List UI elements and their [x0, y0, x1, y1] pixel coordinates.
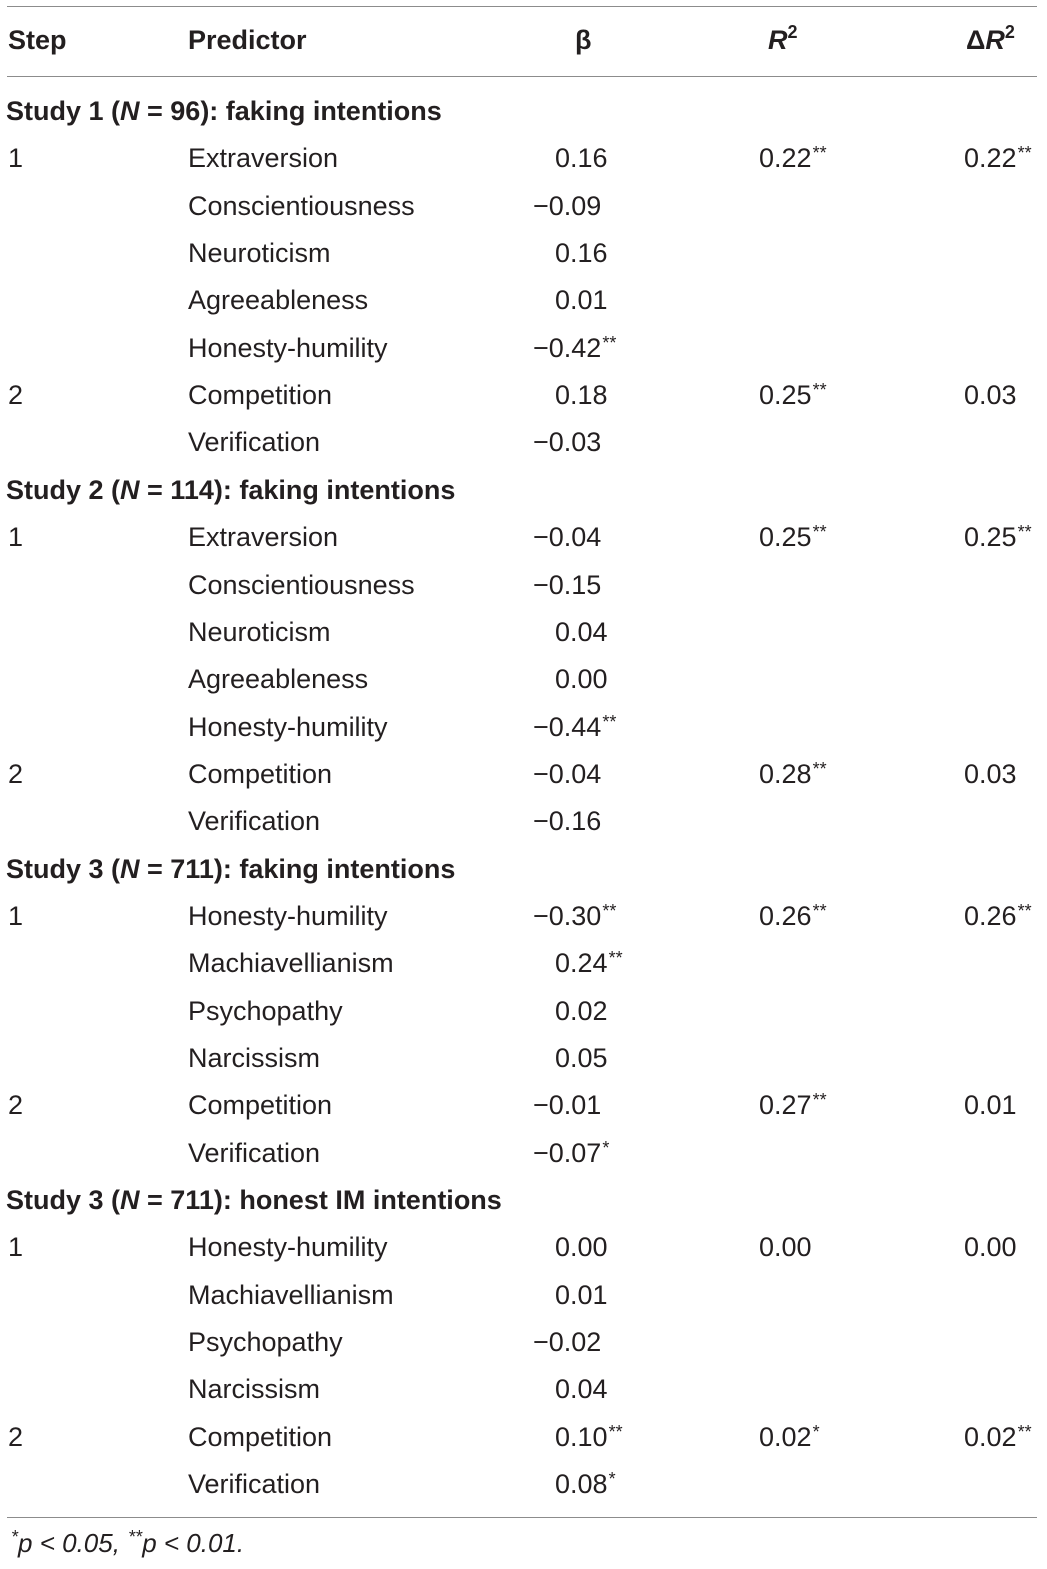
delta-r2-value: 0.02 — [964, 1421, 1017, 1452]
delta-r2-cell — [964, 1272, 1044, 1319]
beta-cell — [533, 325, 673, 372]
beta-significance: ** — [602, 900, 617, 921]
delta-r2-cell — [964, 1130, 1044, 1177]
footnote-sig1-mark: * — [11, 1527, 19, 1547]
delta-r2-value: 0.03 — [964, 758, 1017, 789]
beta-value: 0.08 — [555, 1469, 608, 1500]
beta-value: −0.42 — [533, 332, 602, 363]
beta-value: 0.00 — [555, 1232, 608, 1263]
delta-r2-cell — [964, 514, 1044, 561]
delta-r2-cell — [964, 372, 1044, 419]
delta-r2-value: 0.25 — [964, 522, 1017, 553]
section-title — [6, 467, 455, 514]
r2-cell — [759, 609, 899, 656]
predictor-cell: Neuroticism — [188, 616, 331, 647]
footnote-sig2-text: p < 0.01. — [142, 1528, 245, 1558]
footnote-sig1-text: p < 0.05, — [18, 1528, 128, 1558]
table-row — [0, 1461, 1047, 1508]
r2-cell — [759, 893, 899, 940]
predictor-cell: Honesty-humility — [188, 900, 388, 931]
beta-significance: ** — [602, 332, 617, 353]
beta-cell — [533, 1082, 673, 1129]
table-row — [0, 1130, 1047, 1177]
delta-r2-significance: ** — [1017, 143, 1032, 164]
beta-value: −0.07 — [533, 1137, 602, 1168]
r2-cell — [759, 988, 899, 1035]
predictor-cell: Conscientiousness — [188, 190, 415, 221]
r2-value: 0.25 — [759, 522, 812, 553]
header-delta-r2-superscript: 2 — [1004, 22, 1015, 42]
beta-value: 0.05 — [555, 1043, 608, 1073]
r2-significance: ** — [812, 900, 827, 921]
section-title-prefix: Study 2 ( — [6, 474, 121, 505]
r2-significance: ** — [812, 758, 827, 779]
delta-r2-cell — [964, 1082, 1044, 1129]
beta-value: −0.15 — [533, 569, 602, 600]
predictor-cell: Narcissism — [188, 1374, 320, 1405]
beta-value: 0.01 — [555, 1279, 608, 1310]
delta-r2-cell — [964, 1461, 1044, 1508]
bottom-rule — [7, 1517, 1037, 1518]
r2-significance: ** — [812, 1090, 827, 1111]
delta-r2-significance: ** — [1017, 522, 1032, 543]
beta-value: 0.04 — [555, 1374, 608, 1405]
predictor-cell: Honesty-humility — [188, 711, 388, 742]
section-title-suffix: = 711): honest IM intentions — [139, 1185, 502, 1216]
beta-cell — [533, 183, 673, 230]
beta-cell — [533, 277, 695, 324]
predictor-cell: Verification — [188, 806, 321, 837]
delta-r2-cell — [964, 1414, 1044, 1461]
table-row — [0, 419, 1047, 466]
beta-cell — [533, 372, 695, 419]
table-row — [0, 988, 1047, 1035]
section-title-prefix: Study 3 ( — [6, 1185, 121, 1216]
table-row — [0, 704, 1047, 751]
beta-value: 0.01 — [555, 285, 608, 316]
section-title — [6, 88, 442, 135]
step-cell: 2 — [8, 758, 24, 789]
predictor-cell: Extraversion — [188, 143, 339, 174]
beta-significance: ** — [608, 1421, 623, 1442]
table-row — [0, 1319, 1047, 1366]
delta-r2-cell — [964, 419, 1044, 466]
section-title-n: N — [120, 96, 140, 126]
r2-cell — [759, 183, 899, 230]
predictor-cell: Machiavellianism — [188, 948, 394, 979]
r2-cell — [759, 1224, 899, 1271]
r2-cell — [759, 372, 899, 419]
beta-cell — [533, 609, 695, 656]
table-row — [0, 1224, 1047, 1271]
table-row — [0, 751, 1047, 798]
beta-cell — [533, 135, 695, 182]
beta-value: 0.24 — [555, 948, 608, 979]
table-row — [0, 514, 1047, 561]
delta-r2-significance: ** — [1017, 900, 1032, 921]
r2-significance: * — [812, 1421, 820, 1442]
r2-cell — [759, 1272, 899, 1319]
delta-r2-value: 0.01 — [964, 1090, 1017, 1121]
beta-cell — [533, 893, 673, 940]
section-heading — [0, 88, 1047, 135]
beta-significance: * — [602, 1137, 610, 1158]
table-row — [0, 230, 1047, 277]
step-cell: 1 — [8, 900, 24, 931]
beta-cell — [533, 1272, 695, 1319]
predictor-cell: Verification — [188, 427, 321, 458]
r2-cell — [759, 1461, 899, 1508]
section-title-n: N — [120, 474, 140, 505]
beta-cell — [533, 562, 673, 609]
beta-value: 0.16 — [555, 238, 608, 269]
delta-r2-cell — [964, 609, 1044, 656]
beta-value: 0.10 — [555, 1421, 608, 1452]
delta-r2-cell — [964, 183, 1044, 230]
predictor-cell: Verification — [188, 1469, 321, 1500]
r2-cell — [759, 751, 899, 798]
beta-cell — [533, 940, 695, 987]
predictor-cell: Agreeableness — [188, 285, 369, 316]
delta-r2-cell — [964, 656, 1044, 703]
beta-cell — [533, 419, 673, 466]
step-cell: 1 — [8, 143, 24, 174]
beta-cell — [533, 988, 695, 1035]
section-title-n: N — [120, 853, 140, 884]
r2-cell — [759, 277, 899, 324]
predictor-cell: Psychopathy — [188, 995, 343, 1026]
step-cell: 2 — [8, 380, 24, 411]
delta-r2-value: 0.26 — [964, 900, 1017, 931]
section-heading — [0, 846, 1047, 893]
delta-r2-cell — [964, 1224, 1044, 1271]
beta-value: −0.16 — [533, 806, 602, 837]
header-row — [0, 17, 1047, 64]
r2-cell — [759, 656, 899, 703]
beta-value: −0.09 — [533, 190, 602, 221]
table-row — [0, 656, 1047, 703]
r2-significance: ** — [812, 522, 827, 543]
predictor-cell: Psychopathy — [188, 1327, 343, 1358]
footnote-sig2-mark: ** — [128, 1527, 143, 1547]
beta-cell — [533, 1224, 695, 1271]
header-step: Step — [8, 25, 67, 55]
delta-r2-cell — [964, 230, 1044, 277]
r2-value: 0.27 — [759, 1090, 812, 1121]
footnote — [10, 1528, 244, 1559]
delta-r2-cell — [964, 1366, 1044, 1413]
predictor-cell: Neuroticism — [188, 238, 331, 269]
delta-r2-significance: ** — [1017, 1421, 1032, 1442]
beta-cell — [533, 1461, 695, 1508]
beta-value: −0.04 — [533, 522, 602, 553]
header-r2-symbol: R — [768, 25, 788, 55]
step-cell: 2 — [8, 1421, 24, 1452]
delta-r2-cell — [964, 751, 1044, 798]
beta-significance: ** — [608, 948, 623, 969]
table-row — [0, 135, 1047, 182]
predictor-cell: Honesty-humility — [188, 1232, 388, 1263]
delta-r2-cell — [964, 1035, 1044, 1082]
table-row — [0, 1366, 1047, 1413]
r2-cell — [759, 704, 899, 751]
r2-cell — [759, 325, 899, 372]
r2-cell — [759, 514, 899, 561]
beta-value: −0.30 — [533, 900, 602, 931]
predictor-cell: Narcissism — [188, 1043, 320, 1073]
header-rule — [7, 76, 1037, 77]
delta-r2-cell — [964, 798, 1044, 845]
section-title-prefix: Study 3 ( — [6, 853, 121, 884]
predictor-cell: Competition — [188, 380, 333, 411]
predictor-cell: Agreeableness — [188, 664, 369, 695]
section-title — [6, 846, 455, 893]
section-heading — [0, 1177, 1047, 1224]
table-row — [0, 609, 1047, 656]
beta-value: 0.00 — [555, 664, 608, 695]
beta-cell — [533, 1319, 673, 1366]
section-title-suffix: = 96): faking intentions — [139, 96, 442, 126]
r2-cell — [759, 1035, 899, 1082]
table-row — [0, 562, 1047, 609]
beta-cell — [533, 704, 673, 751]
r2-cell — [759, 562, 899, 609]
r2-cell — [759, 1130, 899, 1177]
r2-cell — [759, 1414, 899, 1461]
r2-significance: ** — [812, 380, 827, 401]
predictor-cell: Machiavellianism — [188, 1279, 394, 1310]
beta-cell — [533, 751, 673, 798]
header-delta-r2-symbol: R — [985, 25, 1005, 55]
section-title-n: N — [120, 1185, 140, 1216]
header-predictor: Predictor — [188, 25, 307, 55]
section-heading — [0, 467, 1047, 514]
table-row — [0, 940, 1047, 987]
r2-significance: ** — [812, 143, 827, 164]
beta-cell — [533, 1130, 673, 1177]
r2-value: 0.02 — [759, 1421, 812, 1452]
delta-r2-cell — [964, 704, 1044, 751]
r2-cell — [759, 1366, 899, 1413]
delta-r2-cell — [964, 1319, 1044, 1366]
header-delta-r2 — [966, 17, 1046, 64]
r2-cell — [759, 798, 899, 845]
table-row — [0, 1414, 1047, 1461]
header-r2 — [768, 17, 908, 64]
delta-r2-cell — [964, 562, 1044, 609]
r2-value: 0.26 — [759, 900, 812, 931]
r2-value: 0.25 — [759, 380, 812, 411]
delta-r2-cell — [964, 135, 1044, 182]
beta-cell — [533, 798, 673, 845]
beta-cell — [533, 514, 673, 561]
step-cell: 1 — [8, 1232, 24, 1263]
table-row — [0, 1272, 1047, 1319]
beta-value: −0.03 — [533, 427, 602, 458]
beta-cell — [533, 1035, 695, 1082]
top-rule — [7, 6, 1037, 7]
delta-r2-value: 0.22 — [964, 143, 1017, 174]
delta-r2-value: 0.00 — [964, 1232, 1017, 1263]
section-title-prefix: Study 1 ( — [6, 96, 121, 126]
delta-r2-cell — [964, 325, 1044, 372]
predictor-cell: Competition — [188, 1421, 333, 1452]
header-beta: β — [575, 25, 592, 55]
table-row — [0, 372, 1047, 419]
r2-cell — [759, 419, 899, 466]
header-r2-superscript: 2 — [787, 22, 798, 42]
beta-value: −0.44 — [533, 711, 602, 742]
delta-r2-cell — [964, 277, 1044, 324]
table-row — [0, 1082, 1047, 1129]
r2-cell — [759, 1319, 899, 1366]
delta-r2-cell — [964, 988, 1044, 1035]
header-delta-symbol: Δ — [966, 25, 986, 55]
delta-r2-cell — [964, 893, 1044, 940]
beta-value: −0.04 — [533, 758, 602, 789]
step-cell: 1 — [8, 522, 24, 553]
table-row — [0, 277, 1047, 324]
table-row — [0, 183, 1047, 230]
predictor-cell: Competition — [188, 758, 333, 789]
predictor-cell: Extraversion — [188, 522, 339, 553]
predictor-cell: Honesty-humility — [188, 332, 388, 363]
delta-r2-value: 0.03 — [964, 380, 1017, 411]
beta-cell — [533, 1366, 695, 1413]
section-title-suffix: = 711): faking intentions — [139, 853, 456, 884]
predictor-cell: Verification — [188, 1137, 321, 1168]
table-row — [0, 798, 1047, 845]
predictor-cell: Competition — [188, 1090, 333, 1121]
r2-cell — [759, 230, 899, 277]
predictor-cell: Conscientiousness — [188, 569, 415, 600]
beta-value: 0.04 — [555, 616, 608, 647]
step-cell: 2 — [8, 1090, 24, 1121]
r2-cell — [759, 135, 899, 182]
r2-value: 0.28 — [759, 758, 812, 789]
r2-cell — [759, 1082, 899, 1129]
table-row — [0, 893, 1047, 940]
table-row — [0, 1035, 1047, 1082]
beta-value: 0.16 — [555, 143, 608, 174]
beta-cell — [533, 656, 695, 703]
table-row — [0, 325, 1047, 372]
beta-value: −0.02 — [533, 1327, 602, 1358]
delta-r2-cell — [964, 940, 1044, 987]
r2-value: 0.22 — [759, 143, 812, 174]
beta-cell — [533, 1414, 695, 1461]
r2-value: 0.00 — [759, 1232, 812, 1263]
beta-cell — [533, 230, 695, 277]
beta-value: −0.01 — [533, 1090, 602, 1121]
beta-value: 0.18 — [555, 380, 608, 411]
r2-cell — [759, 940, 899, 987]
section-title-suffix: = 114): faking intentions — [139, 474, 456, 505]
beta-significance: * — [608, 1469, 616, 1490]
section-title — [6, 1177, 502, 1224]
beta-value: 0.02 — [555, 995, 608, 1026]
beta-significance: ** — [602, 711, 617, 732]
